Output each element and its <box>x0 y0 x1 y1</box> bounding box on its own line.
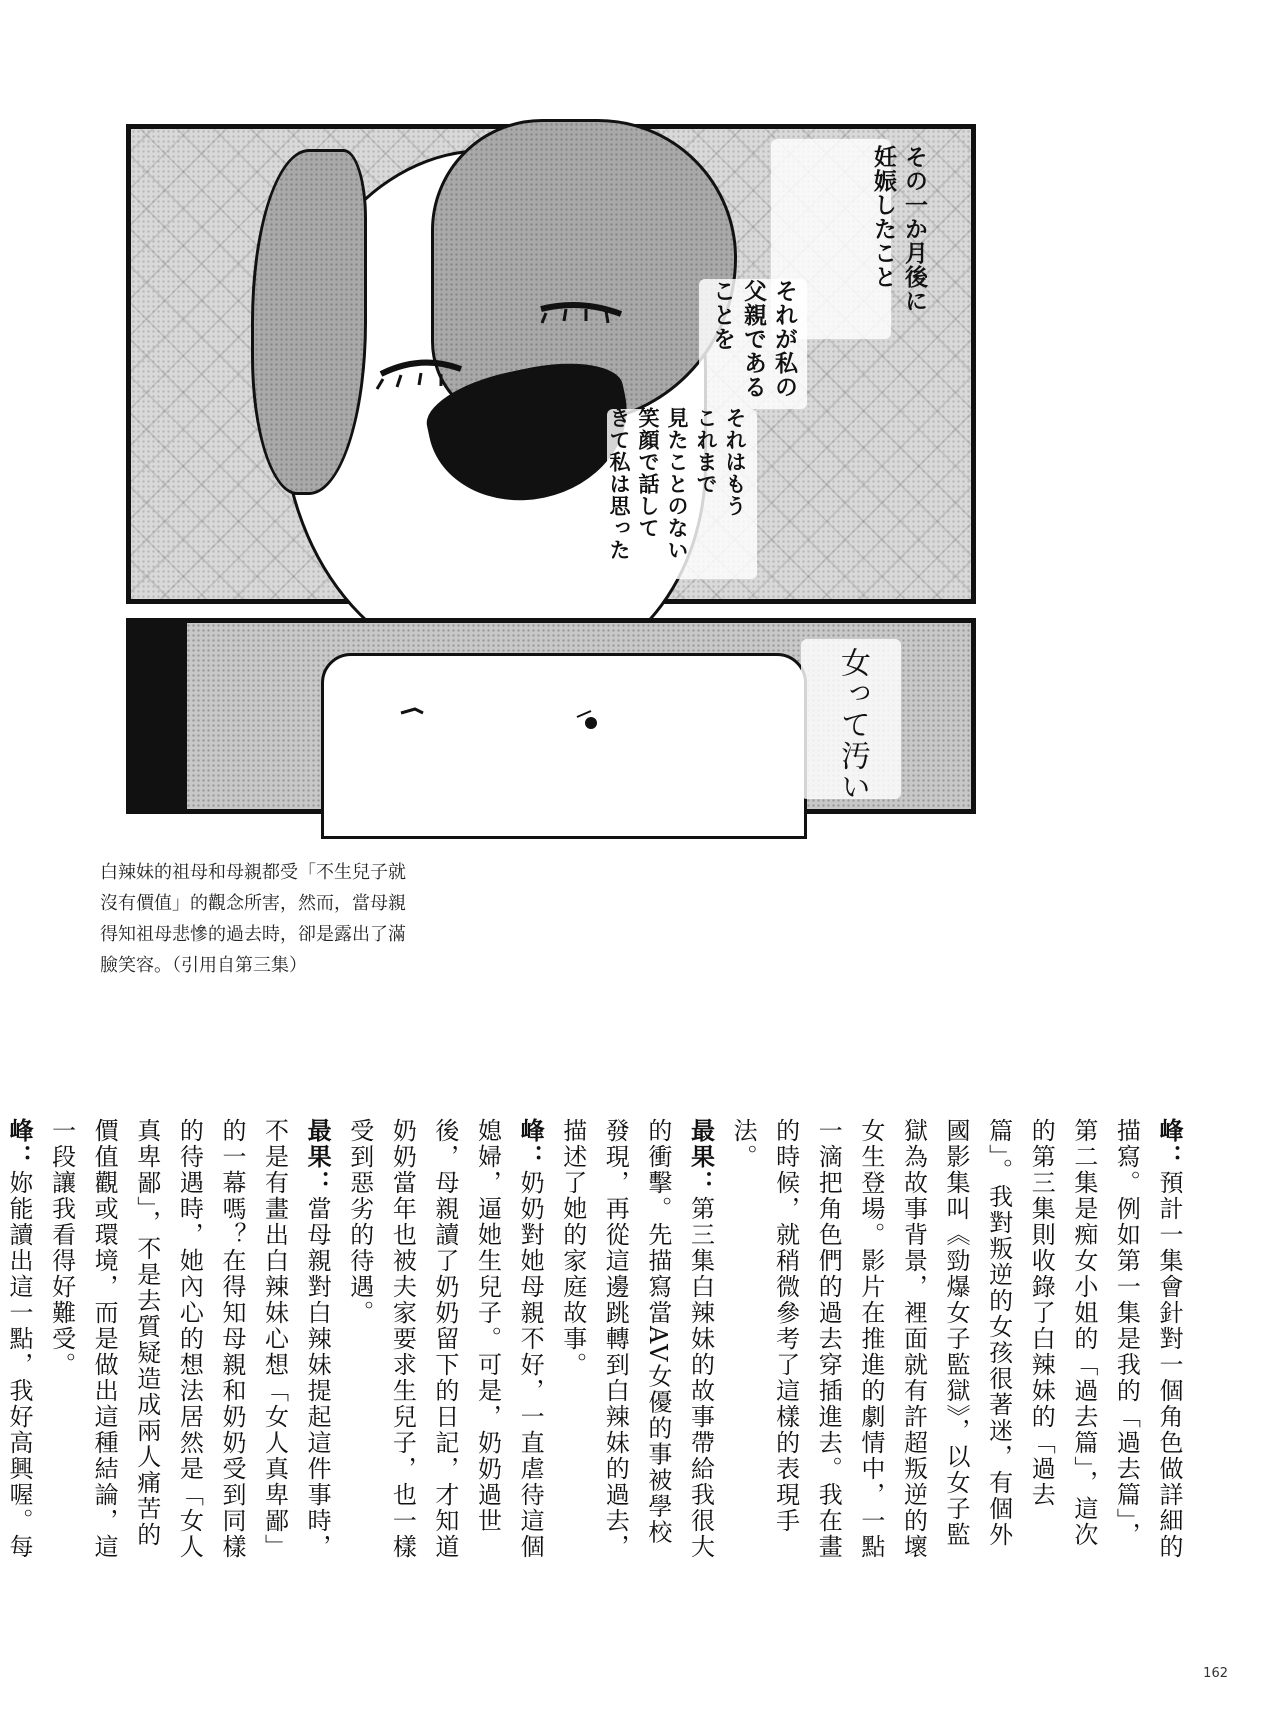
speaker-label: 最果： <box>303 1118 333 1196</box>
paragraph-text: 第三集白辣妹的故事帶給我很大的衝擊。先描寫當AV女優的事被學校發現，再從這邊跳轉到白辣妹的過去，描述了她的家庭故事。 <box>558 1118 715 1560</box>
image-caption <box>100 857 500 981</box>
body-paragraph <box>40 1118 338 1568</box>
manga-text-4: 女って汚い <box>835 647 870 802</box>
speaker-label: 峰： <box>4 1118 34 1170</box>
interview-body-text <box>4 1118 1190 1568</box>
page-number: 162 <box>1203 1666 1228 1681</box>
mother-hair-side-illustration <box>251 149 367 495</box>
manga-text-3: それはもう これまで 見たことのない 笑顔で話して きて私は思った <box>607 407 747 561</box>
manga-panel-bottom <box>126 618 976 814</box>
body-paragraph <box>721 1118 1190 1568</box>
manga-text-2: それが私の 父親である ことを <box>709 279 797 399</box>
body-paragraph <box>551 1118 721 1568</box>
body-paragraph <box>338 1118 551 1568</box>
paragraph-text: 當母親對白辣妹提起這件事時，不是有畫出白辣妹心想「女人真卑鄙」的一幕嗎？在得知母親和奶奶受到同樣的待遇時，她內心的想法居然是「女人真卑鄙」，不是去質疑造成兩人痛苦的價值觀或環境，而是做出這種結論，這一段讓我看得好難受。 <box>47 1118 332 1560</box>
caption-line: 沒有價值」的觀念所害，然而，當母親 <box>100 893 406 914</box>
paragraph-text: 預計一集會針對一個角色做詳細的描寫。例如第一集是我的「過去篇」，第二集是痴女小姐的「過去篇」，這次的第三集則收錄了白辣妹的「過去篇」。我對叛逆的女孩很著迷，有個外國影集叫《勁爆女子監獄》，以女子監獄為故事背景，裡面就有許超叛逆的壞女生登場。影片在推進的劇情中，一點一滴把角色們的過去穿插進去。我在畫的時候，就稍微參考了這樣的表現手法。 <box>729 1118 1183 1560</box>
girl-eyes-drawing <box>391 693 651 753</box>
caption-line: 白辣妹的祖母和母親都受「不生兒子就 <box>100 862 406 883</box>
paragraph-text: 妳能讀出這一點，我好高興喔。每 <box>4 1170 33 1560</box>
speaker-label: 最果： <box>686 1118 716 1196</box>
speaker-label: 峰： <box>1155 1118 1184 1170</box>
paragraph-text: 奶奶對她母親不好，一直虐待這個媳婦，逼她生兒子。可是，奶奶過世後，母親讀了奶奶留下的日記，才知道奶奶當年也被夫家要求生兒子，也一樣受到惡劣的待遇。 <box>345 1118 545 1560</box>
caption-line: 得知祖母悲慘的過去時，卻是露出了滿 <box>100 924 406 945</box>
panel-black-band <box>131 623 187 809</box>
body-paragraph <box>0 1118 40 1568</box>
manga-panel-top <box>126 124 976 604</box>
speaker-label: 峰： <box>516 1118 546 1170</box>
manga-text-1: その一か月後に 妊娠したこと <box>870 145 927 313</box>
caption-line: 臉笑容。（引用自第三集） <box>100 955 307 976</box>
